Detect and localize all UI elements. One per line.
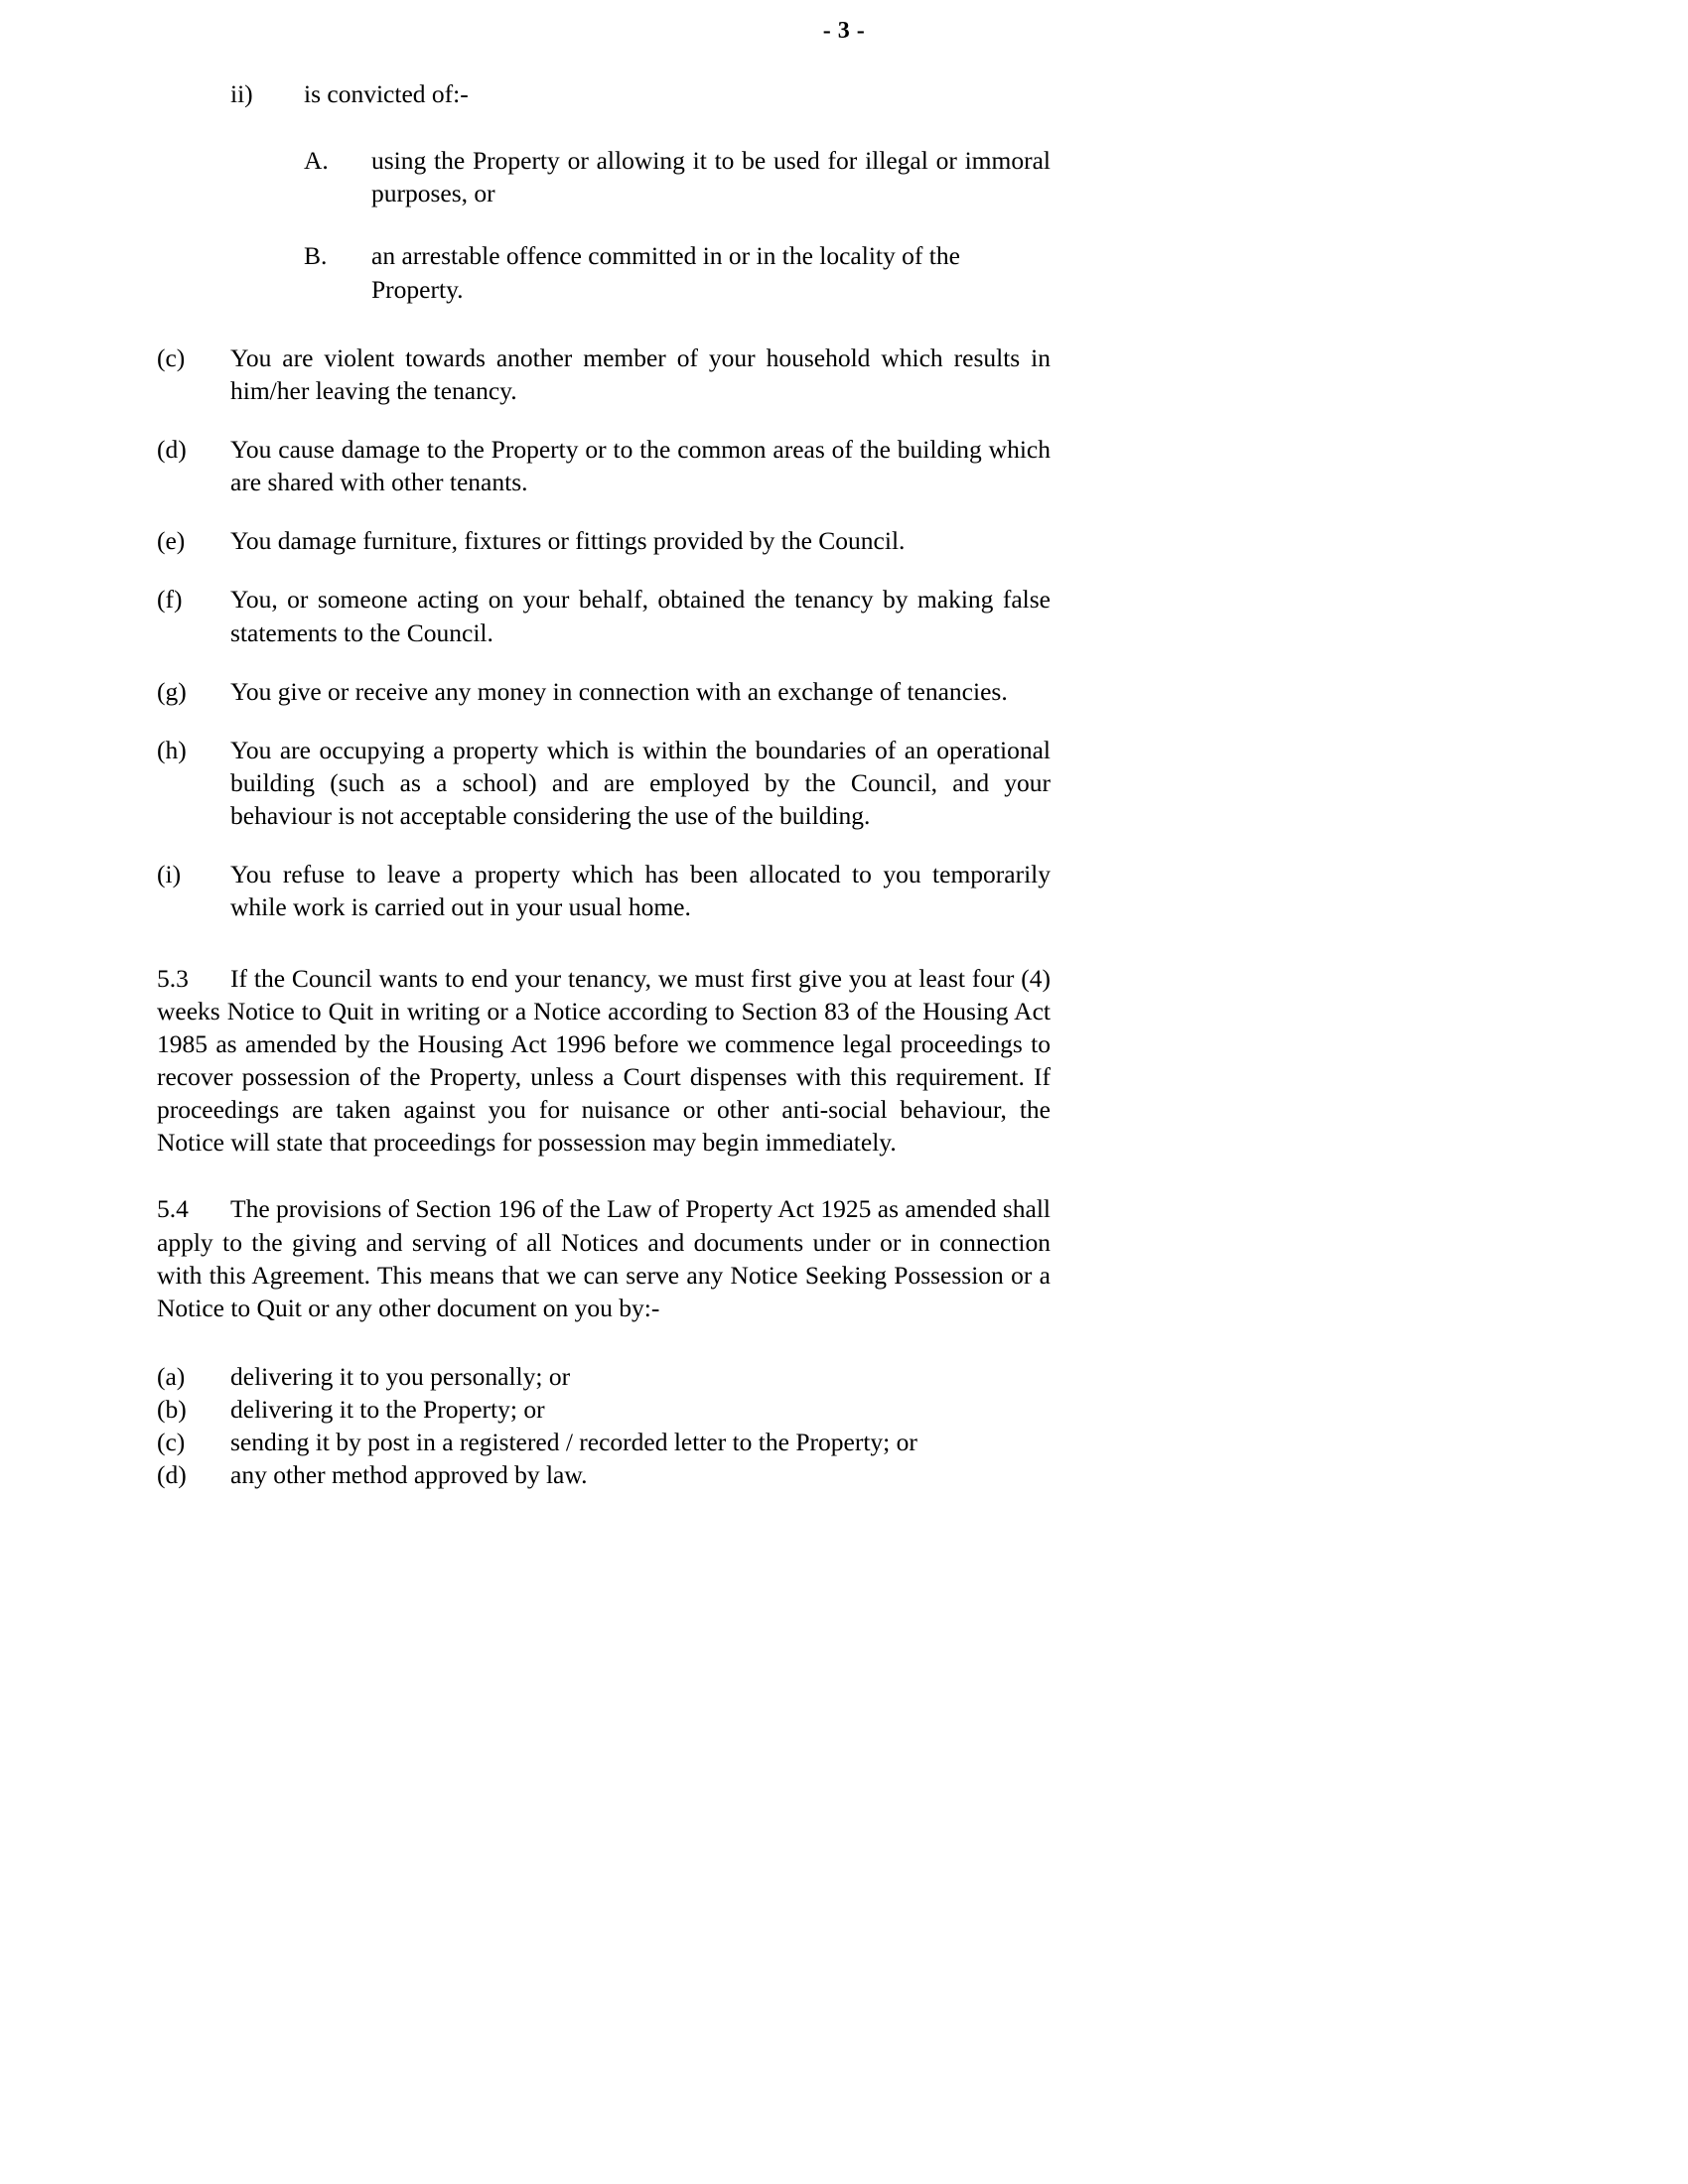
service-method-marker: (d) [157, 1460, 187, 1490]
service-method-text: delivering it to you personally; or [230, 1361, 571, 1391]
clause-ii-marker: ii) [230, 79, 253, 108]
list-item-marker: (g) [157, 676, 187, 706]
service-method-item [157, 1426, 1051, 1458]
subclause-a [304, 144, 1051, 209]
service-method-text: any other method approved by law. [230, 1460, 588, 1490]
paragraph-5-4-text: The provisions of Section 196 of the Law of Property Act 1925 as amended shall apply to the giving and serving of all Notices and documents under or in connection with this Agreement. This means that we can serve any Notice Seeking Possession or a Notice to Quit or any other document on you by:- [157, 1194, 1051, 1322]
list-item-text: You cause damage to the Property or to the common areas of the building which are shared with other tenants. [230, 434, 1051, 497]
paragraph-5-3-text: If the Council wants to end your tenancy, we must first give you at least four (4) weeks Notice to Quit in writing or a Notice according to Section 83 of the Housing Act 1985 as amended by the Housing Act 1996 before we commence legal proceedings to recover possession of the Property, unless a Court dispenses with this requirement. If proceedings are taken against you for nuisance or other anti-social behaviour, the Notice will state that proceedings for possession may begin immediately. [157, 963, 1051, 1158]
list-item-marker: (e) [157, 526, 186, 556]
service-method-marker: (c) [157, 1428, 186, 1457]
list-item [157, 341, 1051, 407]
page-number: - 3 - [822, 18, 866, 44]
list-item [157, 858, 1051, 923]
paragraph-5-3 [157, 962, 1051, 1160]
list-item-marker: (f) [157, 585, 183, 614]
paragraph-5-4-number: 5.4 [157, 1194, 189, 1224]
list-item [157, 583, 1051, 648]
subclause-a-marker: A. [304, 146, 329, 176]
list-item-marker: (i) [157, 860, 182, 889]
subclause-b [304, 239, 1051, 305]
service-method-text: delivering it to the Property; or [230, 1395, 545, 1425]
list-item [157, 433, 1051, 498]
list-item [157, 524, 1051, 557]
clause-ii-text: is convicted of:- [304, 79, 469, 108]
clause-ii [230, 77, 1051, 110]
list-item-text: You give or receive any money in connection with an exchange of tenancies. [230, 676, 1008, 706]
list-item-text: You, or someone acting on your behalf, obtained the tenancy by making false statements to the Council. [230, 585, 1051, 647]
list-item-text: You damage furniture, fixtures or fittings provided by the Council. [230, 526, 906, 556]
list-item-marker: (c) [157, 342, 186, 372]
service-method-item [157, 1458, 1051, 1491]
service-method-marker: (a) [157, 1361, 186, 1391]
service-method-marker: (b) [157, 1395, 187, 1425]
service-method-item [157, 1360, 1051, 1393]
list-item-marker: (h) [157, 735, 187, 764]
service-method-text: sending it by post in a registered / recorded letter to the Property; or [230, 1428, 917, 1457]
subclause-b-marker: B. [304, 241, 328, 271]
list-item-text: You refuse to leave a property which has been allocated to you temporarily while work is carried out in your usual home. [230, 860, 1051, 922]
subclause-b-text: an arrestable offence committed in or in the locality of the Property. [371, 241, 960, 304]
list-item [157, 734, 1051, 832]
subclause-a-text: using the Property or allowing it to be used for illegal or immoral purposes, or [371, 146, 1051, 208]
paragraph-5-3-number: 5.3 [157, 963, 189, 993]
list-item-marker: (d) [157, 434, 187, 464]
service-method-item [157, 1393, 1051, 1426]
paragraph-5-4 [157, 1192, 1051, 1324]
page-content [157, 77, 1051, 1492]
list-item-text: You are violent towards another member of your household which results in him/her leaving the tenancy. [230, 342, 1051, 405]
list-item-text: You are occupying a property which is within the boundaries of an operational building (such as a school) and are employed by the Council, and your behaviour is not acceptable considering the use of the building. [230, 735, 1051, 831]
list-item [157, 675, 1051, 708]
